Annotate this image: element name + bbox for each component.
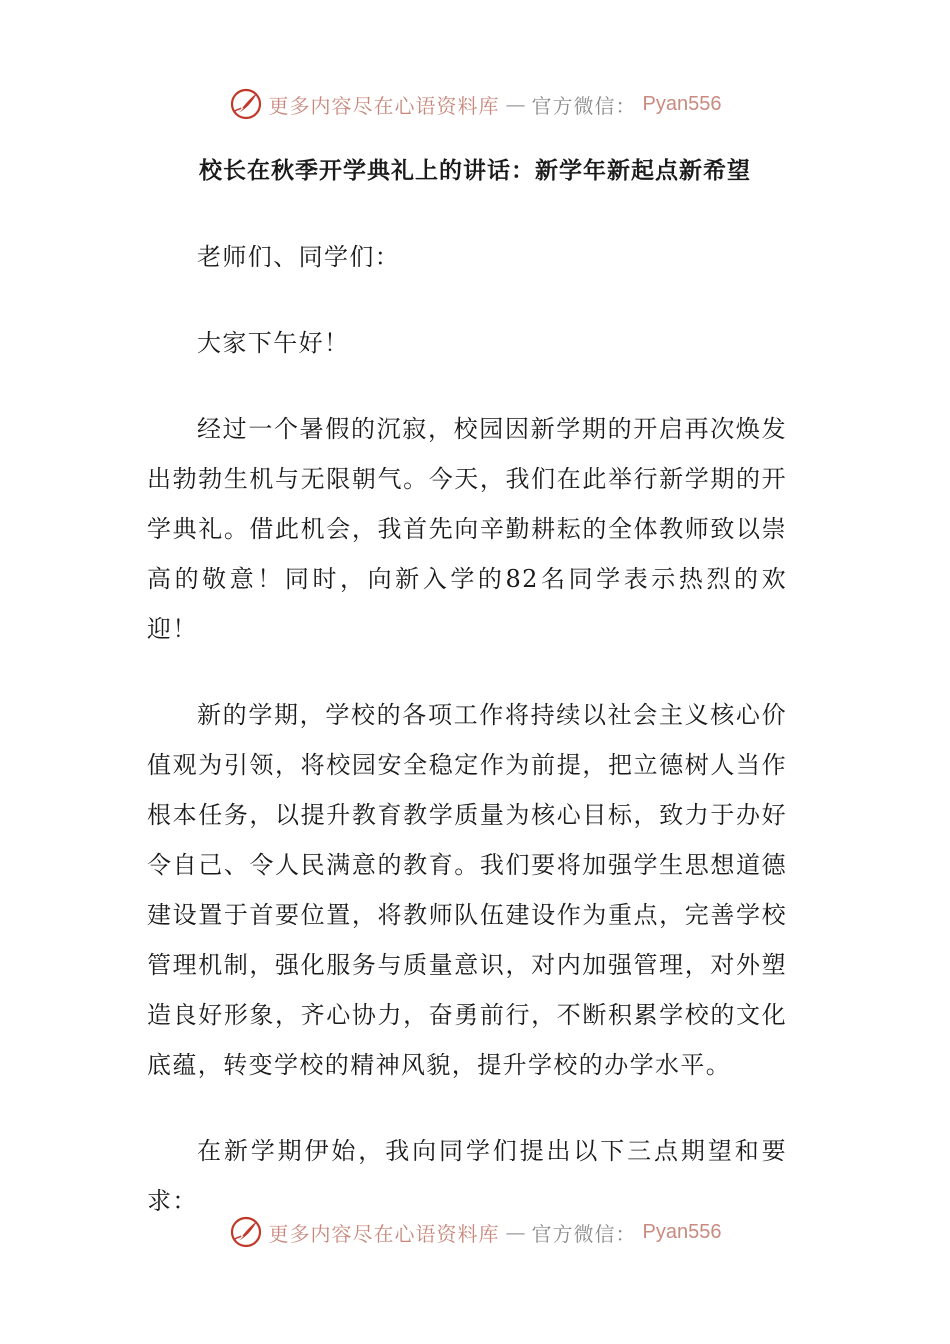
watermark-wechat-id: Pyan556 — [642, 92, 722, 115]
watermark-wechat-label: 官方微信： — [531, 1221, 637, 1246]
watermark-wechat-id: Pyan556 — [642, 1220, 722, 1243]
greeting-paragraph: 大家下午好！ — [197, 329, 350, 357]
document-title: 校长在秋季开学典礼上的讲话：新学年新起点新希望 — [199, 158, 751, 184]
footer-watermark — [0, 1212, 950, 1252]
watermark-site-text: 更多内容尽在心语资料库 — [268, 1221, 500, 1246]
document-body — [147, 232, 787, 1262]
header-watermark — [0, 84, 950, 124]
quill-logo-icon — [229, 87, 263, 121]
watermark-site-text: 更多内容尽在心语资料库 — [268, 93, 500, 118]
watermark-wechat-label: 官方微信： — [531, 93, 637, 118]
body-paragraph-2: 新的学期，学校的各项工作将持续以社会主义核心价值观为引领，将校园安全稳定作为前提，把立德树人当作根本任务，以提升教育教学质量为核心目标，致力于办好令自己、令人民满意的教育。我们要将加强学生思想道德建设置于首要位置，将教师队伍建设作为重点，完善学校管理机制，强化服务与质量意识，对内加强管理，对外塑造良好形象，齐心协力，奋勇前行，不断积累学校的文化底蕴，转变学校的精神风貌，提升学校的办学水平。 — [147, 701, 787, 1079]
body-paragraph-1: 经过一个暑假的沉寂，校园因新学期的开启再次焕发出勃勃生机与无限朝气。今天，我们在此举行新学期的开学典礼。借此机会，我首先向辛勤耕耘的全体教师致以崇高的敬意！同时，向新入学的82名同学表示热烈的欢迎！ — [147, 415, 787, 643]
salutation-paragraph: 老师们、同学们： — [197, 243, 401, 271]
quill-logo-icon — [229, 1215, 263, 1249]
body-paragraph-3: 在新学期伊始，我向同学们提出以下三点期望和要求： — [147, 1137, 787, 1215]
watermark-dash: — — [505, 92, 526, 116]
watermark-dash: — — [505, 1220, 526, 1244]
